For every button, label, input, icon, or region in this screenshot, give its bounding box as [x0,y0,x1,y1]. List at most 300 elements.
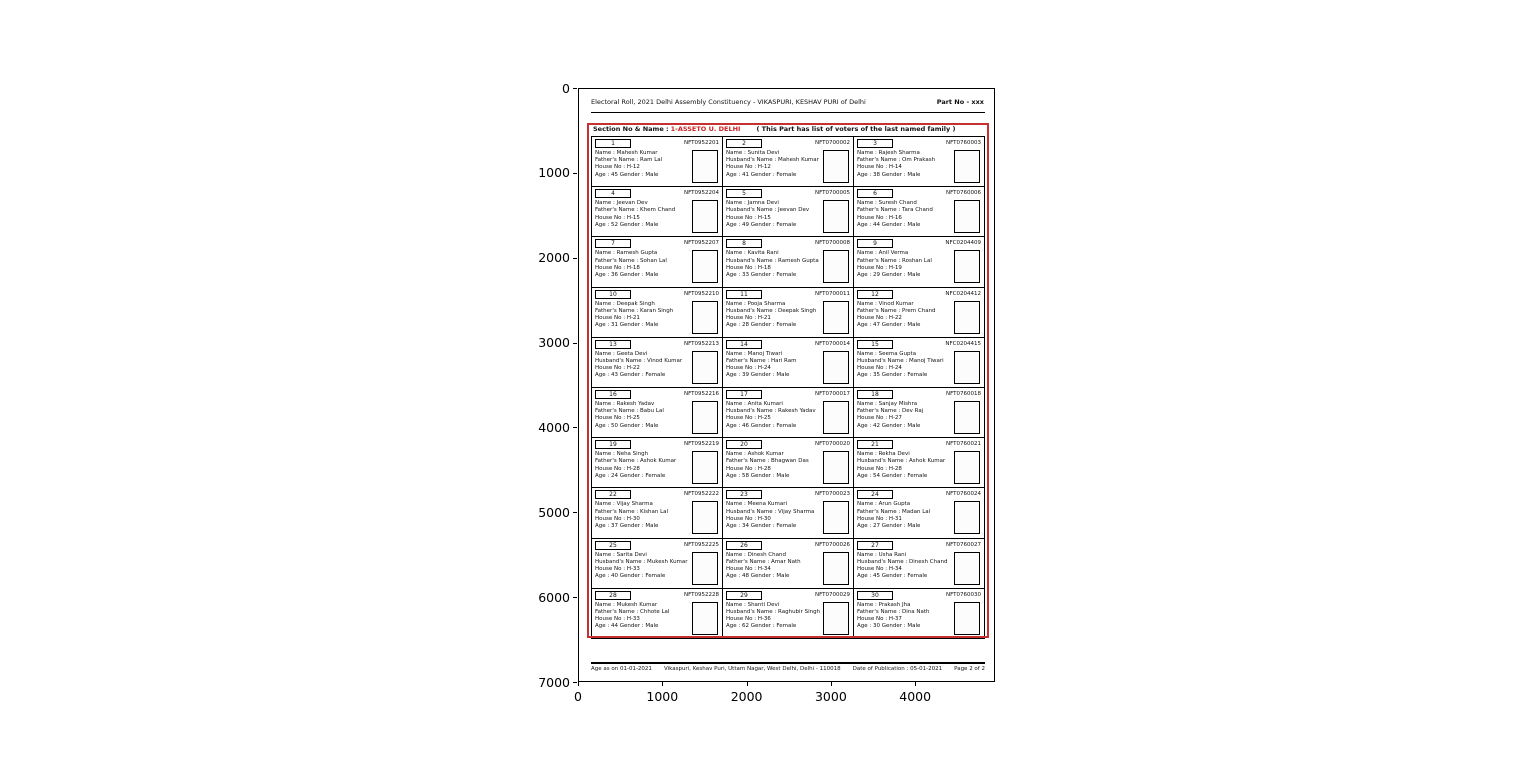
voter-card-grid [591,136,985,639]
house-line: House No : H-21 [726,314,771,321]
serial-number-box: 6 [857,189,893,198]
age-gender-line: Age : 48 Gender : Male [726,573,790,580]
voter-card [592,488,723,538]
photo-placeholder [823,200,849,233]
serial-number-box: 24 [857,490,893,499]
footer-divider [591,662,985,664]
epic-number: NFT0700011 [814,290,850,297]
voter-card [592,438,723,488]
house-line: House No : H-37 [857,616,902,623]
voter-details [857,150,953,179]
x-tick-mark [915,682,916,686]
photo-placeholder [823,150,849,183]
relation-line: Father's Name : Hari Ram [726,357,797,364]
relation-line: Father's Name : Ashok Kumar [595,458,677,465]
photo-placeholder [954,552,980,585]
age-gender-line: Age : 36 Gender : Male [595,271,659,278]
voter-name-line: Name : Vinod Kumar [857,300,914,307]
voter-card [592,187,723,237]
age-gender-line: Age : 38 Gender : Male [857,171,921,178]
voter-card [854,488,985,538]
y-tick-label: 0 [562,80,570,96]
voter-card [723,589,854,639]
photo-placeholder [823,602,849,635]
y-tick-label: 2000 [538,250,570,266]
voter-details [857,301,953,330]
epic-number: NFT0952213 [683,340,719,347]
y-tick-mark [573,88,577,89]
epic-number: NFT0700002 [814,140,850,146]
house-line: House No : H-30 [595,515,640,522]
voter-details [857,451,953,480]
section-header [593,125,955,133]
voter-name-line: Name : Jamna Devi [726,200,779,207]
y-tick-mark [573,343,577,344]
footer-age-note: Age as on 01-01-2021 [591,666,652,672]
voter-details [857,250,953,279]
voter-card [854,137,985,187]
age-gender-line: Age : 24 Gender : Female [595,472,666,479]
epic-number: NFT0700014 [814,340,850,347]
photo-placeholder [692,351,718,384]
relation-line: Husband's Name : Dinesh Chand [857,558,948,565]
voter-name-line: Name : Anil Verma [857,250,909,257]
age-gender-line: Age : 45 Gender : Male [595,171,659,178]
voter-name-line: Name : Rajesh Sharma [857,150,920,156]
house-line: House No : H-24 [857,365,902,372]
voter-name-line: Name : Deepak Singh [595,300,655,307]
photo-placeholder [823,451,849,484]
house-line: House No : H-28 [857,465,902,472]
voter-card [592,137,723,187]
voter-card [592,288,723,338]
photo-placeholder [692,200,718,233]
y-tick-mark [573,512,577,513]
age-gender-line: Age : 43 Gender : Female [595,372,666,379]
serial-number-box: 27 [857,541,893,550]
relation-line: Husband's Name : Jeevan Dev [726,207,810,214]
age-gender-line: Age : 29 Gender : Male [857,271,921,278]
voter-name-line: Name : Shanti Devi [726,601,780,608]
photo-placeholder [823,351,849,384]
relation-line: Husband's Name : Raghubir Singh [726,608,821,615]
voter-details [595,451,691,480]
photo-placeholder [692,150,718,183]
voter-details [726,200,822,229]
house-line: House No : H-22 [857,314,902,321]
serial-number-box: 18 [857,390,893,399]
relation-line: Father's Name : Tara Chand [857,207,933,214]
photo-placeholder [954,602,980,635]
relation-line: Father's Name : Sohan Lal [595,257,667,264]
voter-card [723,187,854,237]
age-gender-line: Age : 44 Gender : Male [595,623,659,630]
house-line: House No : H-16 [857,214,902,221]
house-line: House No : H-15 [595,214,640,221]
y-tick-label: 5000 [538,504,570,520]
house-line: House No : H-18 [726,264,771,271]
voter-card [592,338,723,388]
section-label: Section No & Name : [593,125,669,133]
age-gender-line: Age : 62 Gender : Female [726,623,797,630]
voter-card [723,137,854,187]
voter-name-line: Name : Rekha Devi [857,451,910,458]
serial-number-box: 23 [726,490,762,499]
photo-placeholder [692,301,718,334]
epic-number: NFT0952228 [683,591,719,598]
header-divider [591,112,985,113]
doc-footer [591,666,985,672]
photo-placeholder [692,250,718,283]
relation-line: Father's Name : Ram Lal [595,157,663,164]
age-gender-line: Age : 34 Gender : Female [726,522,797,529]
voter-details [857,602,953,631]
epic-number: NFT0952204 [683,190,719,197]
house-line: House No : H-27 [857,415,902,422]
y-tick-mark [573,173,577,174]
voter-name-line: Name : Neha Singh [595,451,649,458]
epic-number: NFT0700020 [814,441,850,448]
epic-number: NFT0952207 [683,240,719,247]
voter-card [854,539,985,589]
x-tick-label: 4000 [899,689,932,704]
serial-number-box: 15 [857,340,893,349]
age-gender-line: Age : 49 Gender : Female [726,221,797,228]
house-line: House No : H-25 [595,415,640,422]
voter-card [854,288,985,338]
voter-name-line: Name : Usha Rani [857,551,907,558]
relation-line: Husband's Name : Vijay Sharma [726,508,815,515]
voter-name-line: Name : Suresh Chand [857,200,917,207]
house-line: House No : H-15 [726,214,771,221]
x-tick-label: 0 [574,689,582,704]
photo-placeholder [823,552,849,585]
voter-name-line: Name : Ashok Kumar [726,451,784,458]
voter-details [726,451,822,480]
voter-name-line: Name : Manoj Tiwari [726,350,783,357]
plot-area [578,88,995,682]
age-gender-line: Age : 41 Gender : Female [726,171,797,178]
serial-number-box: 20 [726,440,762,449]
voter-details [726,501,822,530]
serial-number-box: 4 [595,189,631,198]
house-line: House No : H-25 [726,415,771,422]
epic-number: NFT0760006 [945,190,981,197]
voter-details [595,552,691,581]
relation-line: Husband's Name : Vinod Kumar [595,357,683,364]
voter-card [723,438,854,488]
voter-details [857,200,953,229]
epic-number: NFT0700026 [814,541,850,548]
voter-name-line: Name : Pooja Sharma [726,300,786,307]
serial-number-box: 14 [726,340,762,349]
serial-number-box: 29 [726,591,762,600]
epic-number: NFT0952210 [683,290,719,297]
house-line: House No : H-31 [857,515,902,522]
photo-placeholder [954,401,980,434]
voter-details [726,250,822,279]
electoral-roll-page [579,89,994,681]
age-gender-line: Age : 50 Gender : Male [595,422,659,429]
age-gender-line: Age : 37 Gender : Male [595,522,659,529]
voter-details [857,351,953,380]
epic-number: NFT0700017 [814,390,850,397]
house-line: House No : H-34 [857,565,902,572]
y-tick-mark [573,682,577,683]
voter-details [595,602,691,631]
house-line: House No : H-36 [726,616,771,623]
voter-name-line: Name : Jeevan Dev [595,200,648,207]
footer-page-number: Page 2 of 2 [954,666,985,672]
voter-details [595,301,691,330]
voter-card [592,237,723,287]
photo-placeholder [954,200,980,233]
age-gender-line: Age : 40 Gender : Female [595,573,666,580]
voter-card [723,488,854,538]
doc-title: Electoral Roll, 2021 Delhi Assembly Constituency - VIKASPURI, KESHAV PURI of Delhi [591,98,866,106]
relation-line: Husband's Name : Mahesh Kumar [726,157,819,164]
voter-name-line: Name : Dinesh Chand [726,551,786,558]
photo-placeholder [692,451,718,484]
relation-line: Husband's Name : Manoj Tiwari [857,357,944,364]
voter-card [854,338,985,388]
age-gender-line: Age : 58 Gender : Male [726,472,790,479]
voter-card [854,438,985,488]
epic-number: NFC0204412 [945,290,981,297]
serial-number-box: 12 [857,290,893,299]
serial-number-box: 7 [595,239,631,248]
house-line: House No : H-24 [726,365,771,372]
age-gender-line: Age : 39 Gender : Male [726,372,790,379]
voter-details [857,501,953,530]
voter-card [854,388,985,438]
house-line: House No : H-14 [857,164,902,171]
section-name: 1-ASSETO U. DELHI [670,125,741,133]
age-gender-line: Age : 31 Gender : Male [595,322,659,329]
voter-details [726,552,822,581]
photo-placeholder [692,552,718,585]
age-gender-line: Age : 45 Gender : Female [857,573,928,580]
serial-number-box: 1 [595,139,631,148]
relation-line: Husband's Name : Mukesh Kumar [595,558,688,565]
house-line: House No : H-28 [726,465,771,472]
photo-placeholder [823,401,849,434]
relation-line: Husband's Name : Deepak Singh [726,307,817,314]
x-tick-mark [831,682,832,686]
relation-line: Father's Name : Amar Nath [726,558,801,565]
age-gender-line: Age : 27 Gender : Male [857,522,921,529]
relation-line: Father's Name : Chhote Lal [595,608,670,615]
serial-number-box: 16 [595,390,631,399]
house-line: House No : H-30 [726,515,771,522]
voter-details [857,552,953,581]
voter-details [726,602,822,631]
epic-number: NFT0700023 [814,491,850,498]
photo-placeholder [954,150,980,183]
relation-line: Father's Name : Khem Chand [595,207,676,214]
voter-details [595,250,691,279]
voter-details [595,501,691,530]
photo-placeholder [823,301,849,334]
relation-line: Husband's Name : Ramesh Gupta [726,257,819,264]
house-line: House No : H-34 [726,565,771,572]
x-tick-mark [578,682,579,686]
relation-line: Father's Name : Prem Chand [857,307,936,314]
serial-number-box: 26 [726,541,762,550]
photo-placeholder [954,351,980,384]
voter-name-line: Name : Rakesh Yadav [595,400,655,407]
serial-number-box: 17 [726,390,762,399]
age-gender-line: Age : 54 Gender : Female [857,472,928,479]
house-line: House No : H-22 [595,365,640,372]
voter-name-line: Name : Mahesh Kumar [595,150,658,156]
photo-placeholder [692,501,718,534]
voter-card [854,237,985,287]
serial-number-box: 3 [857,139,893,148]
section-note: ( This Part has list of voters of the last named family ) [756,125,956,133]
epic-number: NFT0952201 [683,140,719,146]
serial-number-box: 30 [857,591,893,600]
voter-card [592,539,723,589]
voter-card [723,288,854,338]
voter-name-line: Name : Prakash Jha [857,601,911,608]
x-tick-label: 3000 [814,689,847,704]
epic-number: NFT0760003 [945,140,981,146]
epic-number: NFC0204409 [945,240,981,247]
voter-card [723,388,854,438]
house-line: House No : H-19 [857,264,902,271]
photo-placeholder [692,602,718,635]
age-gender-line: Age : 33 Gender : Female [726,271,797,278]
voter-card [854,589,985,639]
serial-number-box: 28 [595,591,631,600]
epic-number: NFT0700029 [814,591,850,598]
serial-number-box: 10 [595,290,631,299]
y-tick-mark [573,258,577,259]
relation-line: Father's Name : Karan Singh [595,307,674,314]
photo-placeholder [823,250,849,283]
epic-number: NFT0952225 [683,541,719,548]
relation-line: Husband's Name : Rakesh Yadav [726,408,816,415]
photo-placeholder [692,401,718,434]
voter-details [595,351,691,380]
y-tick-label: 1000 [538,165,570,181]
serial-number-box: 21 [857,440,893,449]
house-line: House No : H-33 [595,565,640,572]
voter-name-line: Name : Arun Gupta [857,501,911,508]
voter-card [592,388,723,438]
serial-number-box: 22 [595,490,631,499]
age-gender-line: Age : 52 Gender : Male [595,221,659,228]
epic-number: NFT0760018 [945,390,981,397]
x-tick-mark [662,682,663,686]
voter-name-line: Name : Mukesh Kumar [595,601,658,608]
voter-name-line: Name : Ramesh Gupta [595,250,658,257]
x-tick-label: 1000 [646,689,679,704]
relation-line: Husband's Name : Ashok Kumar [857,458,946,465]
photo-placeholder [954,250,980,283]
voter-card [723,539,854,589]
voter-details [595,200,691,229]
voter-name-line: Name : Vijay Sharma [595,501,653,508]
epic-number: NFT0700005 [814,190,850,197]
epic-number: NFT0952219 [683,441,719,448]
photo-placeholder [823,501,849,534]
voter-details [726,150,822,179]
y-tick-label: 6000 [538,589,570,605]
voter-name-line: Name : Sarita Devi [595,551,647,558]
voter-card [723,237,854,287]
relation-line: Father's Name : Bhagwan Das [726,458,809,465]
relation-line: Father's Name : Roshan Lal [857,257,932,264]
voter-name-line: Name : Meena Kumari [726,501,788,508]
house-line: House No : H-33 [595,616,640,623]
relation-line: Father's Name : Babu Lal [595,408,664,415]
voter-name-line: Name : Kavita Rani [726,250,779,257]
footer-publication: Date of Publication : 05-01-2021 [852,666,943,672]
voter-details [726,301,822,330]
voter-details [726,401,822,430]
epic-number: NFT0760030 [945,591,981,598]
voter-details [595,150,691,179]
epic-number: NFC0204415 [945,340,981,347]
relation-line: Father's Name : Dina Nath [857,608,930,615]
photo-placeholder [954,451,980,484]
epic-number: NFT0952222 [683,491,719,498]
voter-card [723,338,854,388]
age-gender-line: Age : 47 Gender : Male [857,322,921,329]
epic-number: NFT0760021 [945,441,981,448]
serial-number-box: 5 [726,189,762,198]
y-tick-label: 3000 [538,335,570,351]
voter-name-line: Name : Sanjay Mishra [857,400,918,407]
footer-address: Vikaspuri, Keshav Puri, Uttam Nagar, West Delhi, Delhi - 110018 [663,666,841,672]
x-tick-label: 2000 [730,689,763,704]
age-gender-line: Age : 44 Gender : Male [857,221,921,228]
y-tick-mark [573,597,577,598]
house-line: House No : H-28 [595,465,640,472]
house-line: House No : H-18 [595,264,640,271]
y-tick-label: 4000 [538,419,570,435]
voter-details [595,401,691,430]
age-gender-line: Age : 46 Gender : Female [726,422,797,429]
serial-number-box: 2 [726,139,762,148]
y-tick-label: 7000 [538,674,570,690]
voter-card [592,589,723,639]
photo-placeholder [954,301,980,334]
voter-card [854,187,985,237]
house-line: House No : H-12 [726,164,771,171]
photo-placeholder [954,501,980,534]
relation-line: Father's Name : Dev Raj [857,408,924,415]
y-tick-mark [573,427,577,428]
house-line: House No : H-12 [595,164,640,171]
serial-number-box: 13 [595,340,631,349]
voter-details [857,401,953,430]
serial-number-box: 19 [595,440,631,449]
epic-number: NFT0760027 [945,541,981,548]
relation-line: Father's Name : Om Prakash [857,157,936,164]
epic-number: NFT0760024 [945,491,981,498]
serial-number-box: 11 [726,290,762,299]
voter-name-line: Name : Anita Kumari [726,400,783,407]
epic-number: NFT0700008 [814,240,850,247]
epic-number: NFT0952216 [683,390,719,397]
x-tick-mark [747,682,748,686]
relation-line: Father's Name : Madan Lal [857,508,931,515]
part-number: Part No - xxx [936,98,984,106]
serial-number-box: 8 [726,239,762,248]
